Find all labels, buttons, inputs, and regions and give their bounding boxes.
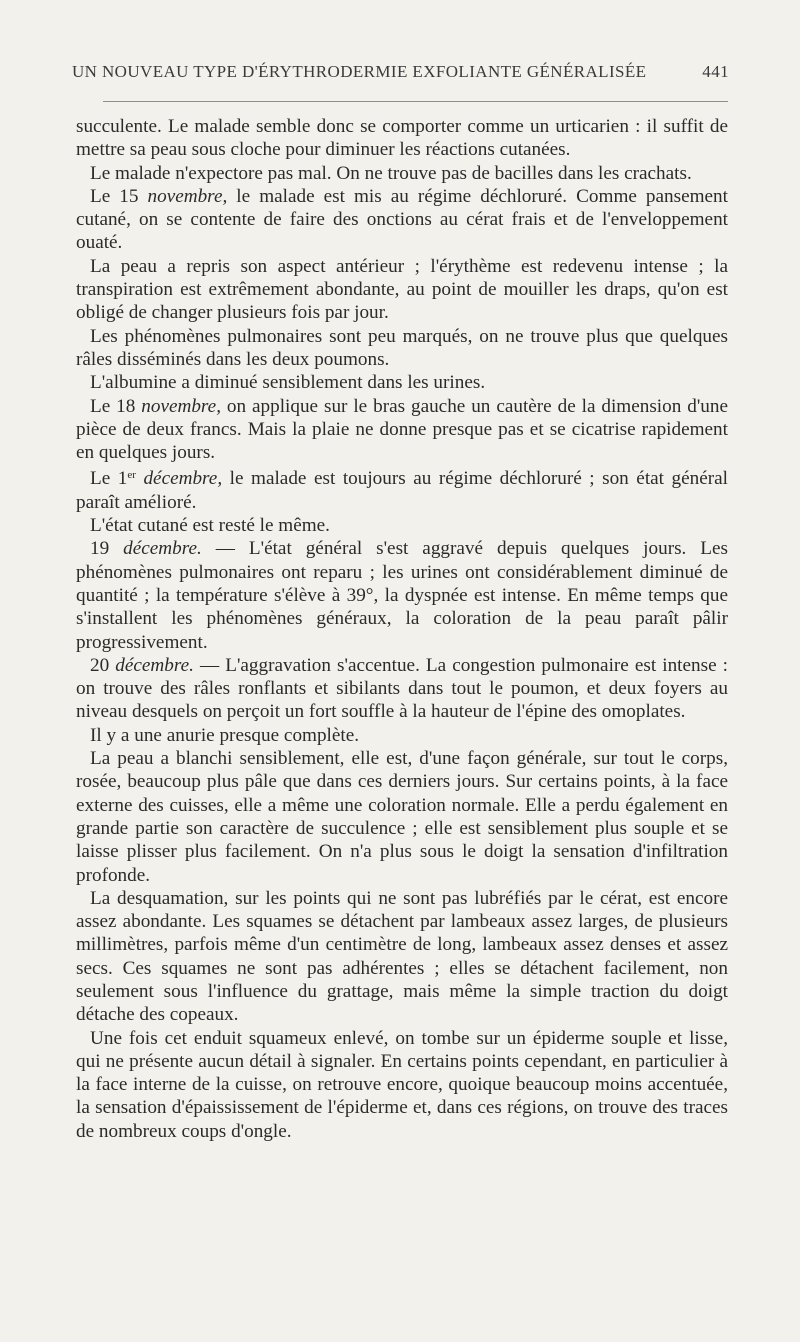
date-label: décembre, (135, 468, 223, 490)
paragraph: Les phénomènes pulmonaires sont peu marqués, on ne trouve plus que quelques râles disséminés dans les deux poumons. (76, 325, 728, 370)
paragraph: L'état cutané est resté le même. (90, 515, 330, 537)
date-label: novembre, (147, 185, 228, 207)
paragraph: La desquamation, sur les points qui ne sont pas lubréfiés par le cérat, est encore assez abondante. Les squames se détachent par lambeaux assez larges, de plusieurs millimètres, parfois même d'un centimètre de long, lambeaux assez denses et assez secs. Ces squames ne sont pas adhérentes ; elles se détachent facilement, non seulement sous l'influence du grattage, mais même la simple traction du doigt détache des copeaux. (76, 887, 728, 1026)
paragraph: Le 15 novembre, le malade est mis au régime déchloruré. Comme pansement cutané, on se contente de faire des onctions au cérat frais et de l'enveloppement ouaté. (76, 185, 728, 254)
paragraph: Une fois cet enduit squameux enlevé, on tombe sur un épiderme souple et lisse, qui ne présente aucun détail à signaler. En certains points cependant, en particulier à la face interne de la cuisse, on retrouve encore, quoique beaucoup moins accentuée, la sensation d'épaississement de l'épiderme et, dans ces régions, on trouve des traces de nombreux coups d'ongle. (76, 1027, 728, 1142)
paragraph: Le 18 novembre, on applique sur le bras gauche un cautère de la dimension d'une pièce de deux francs. Mais la plaie ne donne presque pas et se cicatrise rapidement en quelques jours. (76, 395, 728, 464)
date-label: décembre. (115, 654, 194, 676)
paragraph: Le 1er décembre, le malade est toujours au régime déchloruré ; son état général paraît amélioré. (76, 468, 728, 513)
paragraph: succulente. Le malade semble donc se comporter comme un urticarien : il suffit de mettre sa peau sous cloche pour diminuer les réactions cutanées. (76, 116, 728, 161)
paragraph: L'albumine a diminué sensiblement dans les urines. (90, 372, 486, 394)
paragraph: 19 décembre. — L'état général s'est aggravé depuis quelques jours. Les phénomènes pulmonaires ont reparu ; les urines ont considérablement diminué de quantité ; la température s'élève à 39°, la dyspnée est intense. En même temps que s'installent les phénomènes généraux, la coloration de la peau paraît pâlir progressivement. (76, 538, 728, 653)
date-label: décembre. (123, 538, 202, 560)
header-rule (103, 101, 728, 102)
paragraph: La peau a blanchi sensiblement, elle est, d'une façon générale, sur tout le corps, rosée, beaucoup plus pâle que dans ces derniers jours. Sur certains points, à la face externe des cuisses, elle a même une coloration normale. Elle a perdu également en grande partie son caractère de succulence ; elle est sensiblement plus souple et se laisse plisser plus facilement. On n'a plus sous le doigt la sensation d'infiltration profonde. (76, 748, 728, 886)
paragraph: La peau a repris son aspect antérieur ; l'érythème est redevenu intense ; la transpiration est extrêmement abondante, au point de mouiller les draps, qu'on est obligé de changer plusieurs fois par jour. (76, 255, 728, 324)
paragraph: 20 décembre. — L'aggravation s'accentue. La congestion pulmonaire est intense : on trouve des râles ronflants et sibilants dans tout le poumon, et deux foyers au niveau desquels on perçoit un fort souffle à la hauteur de l'épine des omoplates. (76, 654, 728, 723)
running-title: UN NOUVEAU TYPE D'ÉRYTHRODERMIE EXFOLIANTE GÉNÉRALISÉE (72, 62, 647, 81)
paragraph: Le malade n'expectore pas mal. On ne trouve pas de bacilles dans les crachats. (90, 162, 692, 184)
paragraph: Il y a une anurie presque complète. (90, 724, 360, 746)
page-number: 441 (702, 62, 729, 81)
date-label: novembre, (141, 395, 221, 417)
body-text (76, 115, 728, 1143)
running-header (72, 62, 729, 82)
